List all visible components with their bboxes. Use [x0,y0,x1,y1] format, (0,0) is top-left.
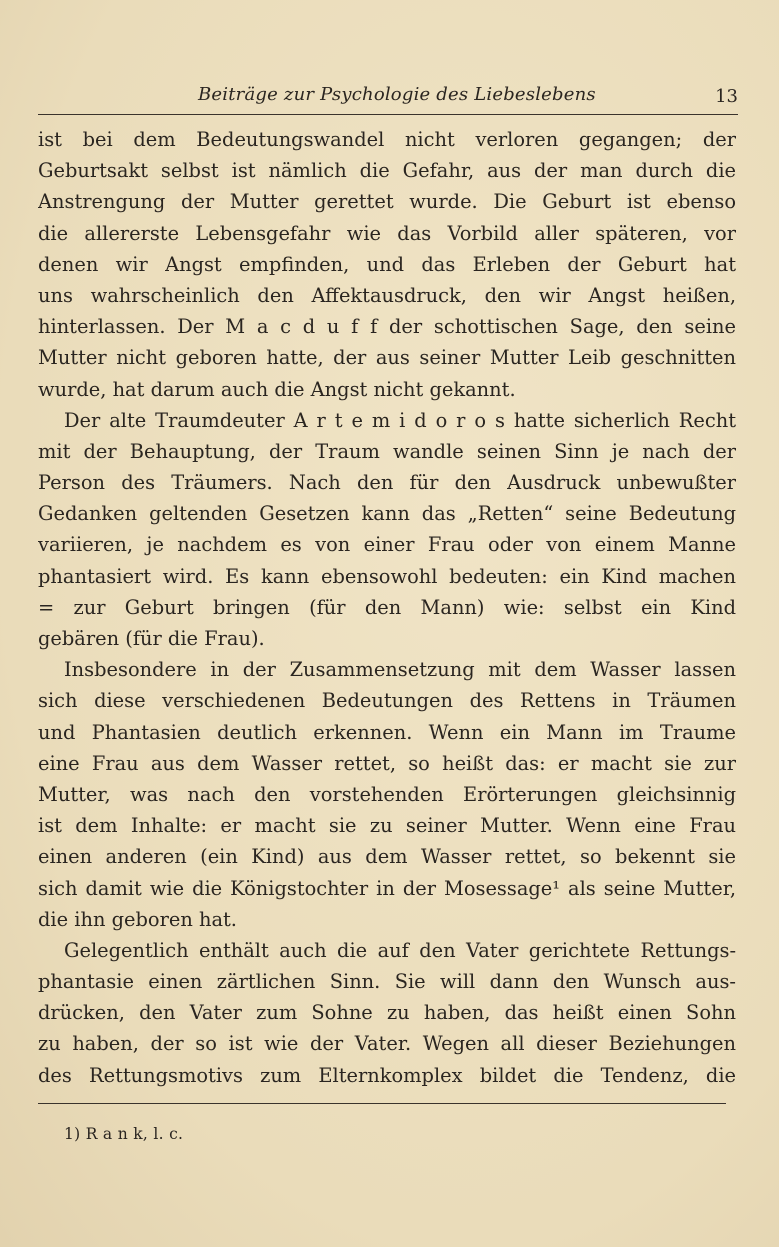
running-title: Beiträge zur Psychologie des Liebeslebens [198,84,596,105]
text-line: Mutter nicht geboren hatte, der aus seiner Mutter Leib geschnitten [38,346,736,370]
text-line: die ihn geboren hat. [38,907,237,931]
text-line: eine Frau aus dem Wasser rettet, so heißt das: er macht sie zur [38,751,736,775]
page-number: 13 [715,86,738,107]
text-line: Gelegentlich enthält auch die auf den Vater gerichtete Rettungs- [64,938,736,962]
text-line: phantasiert wird. Es kann ebensowohl bedeuten: ein Kind machen [38,564,736,588]
text-line: sich diese verschiedenen Bedeutungen des Rettens in Träumen [38,689,736,713]
text-line: hinterlassen. Der M a c d u f f der schottischen Sage, den seine [38,315,736,339]
text-line: uns wahrscheinlich den Affektausdruck, den wir Angst heißen, [38,283,736,307]
text-line: Geburtsakt selbst ist nämlich die Gefahr, aus der man durch die [38,159,736,183]
text-line: Mutter, was nach den vorstehenden Erörterungen gleichsinnig [38,782,736,806]
text-line: einen anderen (ein Kind) aus dem Wasser rettet, so bekennt sie [38,845,736,869]
text-line: zu haben, der so ist wie der Vater. Wegen all dieser Beziehungen [38,1032,736,1056]
text-line: drücken, den Vater zum Sohne zu haben, das heißt einen Sohn [38,1001,736,1025]
body-text [38,124,736,1091]
footnote-rule [38,1103,726,1104]
text-line: Der alte Traumdeuter A r t e m i d o r o s hatte sicherlich Recht [64,408,736,432]
text-line: ist bei dem Bedeutungswandel nicht verloren gegangen; der [38,128,736,151]
text-line: gebären (für die Frau). [38,627,265,650]
header-rule [38,114,738,115]
text-line: Gedanken geltenden Gesetzen kann das „Retten“ seine Bedeutung [38,502,736,526]
text-line: denen wir Angst empfinden, und das Erleben der Geburt hat [38,252,736,276]
text-line: mit der Behauptung, der Traum wandle seinen Sinn je nach der [38,439,736,463]
text-line: sich damit wie die Königstochter in der Mosessage¹ als seine Mutter, [38,876,736,900]
text-line: variieren, je nachdem es von einer Frau oder von einem Manne [38,533,736,557]
text-line: wurde, hat darum auch die Angst nicht gekannt. [38,377,516,401]
text-line: des Rettungsmotivs zum Elternkomplex bildet die Tendenz, die [38,1063,736,1087]
text-line: die allererste Lebensgefahr wie das Vorbild aller späteren, vor [38,221,736,245]
footnote: 1) R a n k, l. c. [64,1125,184,1143]
text-line: Insbesondere in der Zusammensetzung mit dem Wasser lassen [64,658,736,682]
text-line: Person des Träumers. Nach den für den Ausdruck unbewußter [38,471,736,495]
running-header [38,84,738,110]
text-line: und Phantasien deutlich erkennen. Wenn ein Mann im Traume [38,720,736,744]
text-line: = zur Geburt bringen (für den Mann) wie: selbst ein Kind [38,595,736,619]
text-line: phantasie einen zärtlichen Sinn. Sie will dann den Wunsch aus- [38,970,736,994]
text-line: ist dem Inhalte: er macht sie zu seiner Mutter. Wenn eine Frau [38,814,736,838]
text-line: Anstrengung der Mutter gerettet wurde. Die Geburt ist ebenso [38,190,736,214]
